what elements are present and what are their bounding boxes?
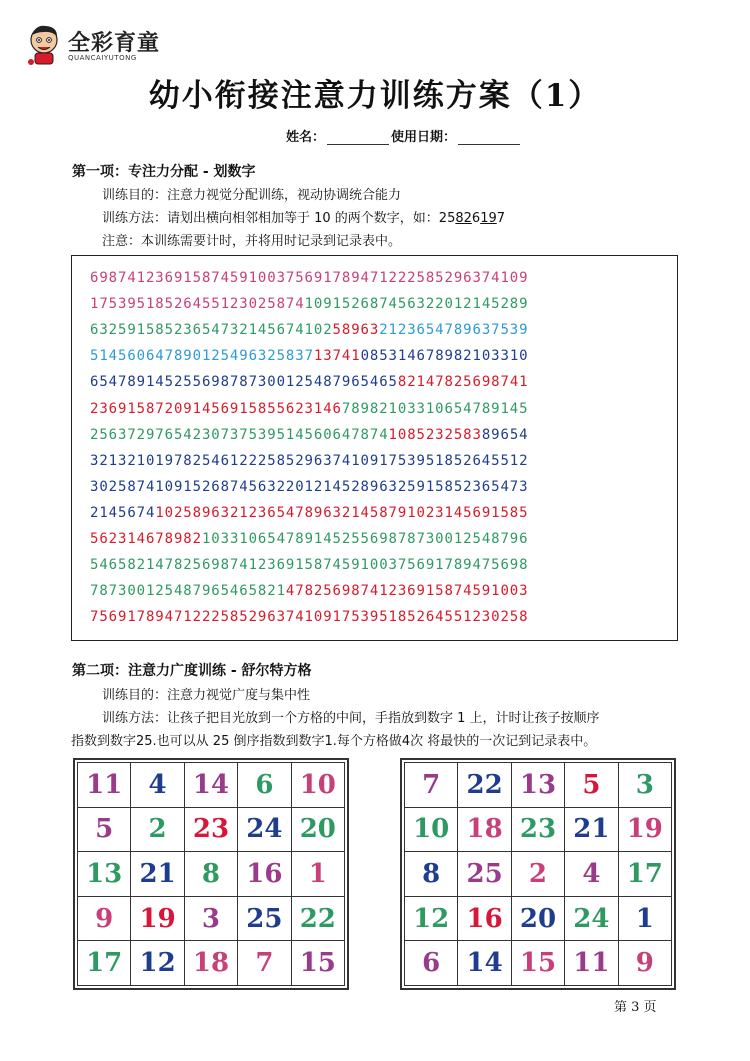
digit-crossing-box	[71, 255, 678, 641]
grid-cell[interactable]: 10	[291, 763, 344, 808]
grid-cell[interactable]: 22	[291, 896, 344, 941]
digit-run[interactable]: 30258741091526874563220121452896325915852365473	[90, 478, 529, 495]
section1-note: 注意：本训练需要计时，并将用时记录到记录表中。	[102, 234, 402, 249]
example-pair-1: 82	[455, 211, 472, 226]
grid-cell[interactable]: 16	[238, 852, 291, 897]
grid-cell[interactable]: 5	[565, 763, 618, 808]
digit-run[interactable]: 0	[519, 348, 529, 365]
grid-cell[interactable]: 17	[78, 941, 131, 986]
digit-row[interactable]	[90, 401, 528, 417]
digit-row[interactable]	[90, 453, 528, 469]
section2-method-line1: 训练方法：让孩子把目光放到一个方格的中间，手指放到数字 1 上，计时让孩子按顺序	[102, 711, 600, 726]
digit-row[interactable]	[90, 296, 528, 312]
grid-cell[interactable]: 18	[458, 807, 511, 852]
digit-run[interactable]: 9152687456322012145289	[323, 296, 529, 313]
section1-method	[102, 207, 505, 226]
grid-cell[interactable]: 3	[184, 896, 237, 941]
example-tail: 7	[496, 211, 506, 226]
digit-row[interactable]	[90, 348, 529, 364]
grid-cell[interactable]: 1	[618, 896, 671, 941]
grid-cell[interactable]: 3	[618, 763, 671, 808]
digit-run[interactable]: 65	[379, 374, 398, 391]
digit-run[interactable]: 08531467898210331	[360, 348, 520, 365]
grid-cell[interactable]: 16	[458, 896, 511, 941]
grid-cell[interactable]: 9	[618, 941, 671, 986]
logo-pinyin: QUANCAIYUTONG	[68, 54, 137, 62]
schulte-grid-right	[400, 758, 676, 990]
kid-mascot-icon	[24, 22, 64, 68]
digit-run[interactable]: 562314678982	[90, 531, 202, 547]
grid-cell[interactable]: 20	[511, 896, 564, 941]
digit-run[interactable]: 6547891452556987873001254879654	[90, 374, 380, 391]
name-label: 姓名：	[286, 130, 326, 145]
digit-run[interactable]: 1025896321236547896321458791023145691585	[155, 504, 529, 521]
digit-run[interactable]: 89654	[481, 426, 529, 443]
grid-row	[78, 807, 345, 852]
grid-row	[78, 763, 345, 808]
digit-row[interactable]	[90, 557, 528, 573]
brand-logo	[20, 22, 170, 72]
schulte-grid-left	[73, 758, 349, 990]
digit-run[interactable]: 10	[304, 296, 324, 313]
digit-run[interactable]: 09	[509, 270, 529, 286]
grid-cell[interactable]: 2	[131, 807, 184, 852]
digit-row[interactable]	[90, 479, 528, 495]
grid-row	[405, 807, 672, 852]
name-blank[interactable]	[327, 130, 389, 145]
grid-cell[interactable]: 14	[184, 763, 237, 808]
section1-purpose: 训练目的：注意力视觉分配训练，视动协调统合能力	[102, 188, 402, 203]
digit-run[interactable]: 2145674	[90, 504, 156, 521]
digit-run[interactable]: 787300125487965465821	[90, 583, 286, 600]
grid-row	[78, 896, 345, 941]
digit-run[interactable]: 58963	[332, 322, 380, 339]
section2-heading: 第二项：注意力广度训练 - 舒尔特方格	[72, 663, 312, 679]
digit-run[interactable]: 78982103310654789145	[341, 400, 529, 417]
grid-cell[interactable]: 5	[78, 807, 131, 852]
logo-wordmark: 全彩育童	[68, 31, 161, 56]
grid-cell[interactable]: 25	[238, 896, 291, 941]
digit-run[interactable]: 698741236915874591003756917894712225852963741	[90, 270, 510, 286]
digit-run[interactable]: 236915872091456915855623146	[90, 400, 342, 417]
digit-row[interactable]	[90, 583, 528, 599]
digit-run[interactable]: 5145606478901254963258	[90, 348, 296, 365]
date-label: 使用日期：	[391, 130, 457, 145]
section2-purpose: 训练目的：注意力视觉广度与集中性	[102, 688, 311, 703]
digit-run[interactable]: 37	[295, 348, 314, 365]
grid-cell[interactable]: 24	[238, 807, 291, 852]
grid-cell[interactable]: 6	[238, 763, 291, 808]
grid-cell[interactable]: 12	[131, 941, 184, 986]
grid-cell[interactable]: 1	[291, 852, 344, 897]
method-prefix: 训练方法：请划出横向相邻相加等于 10 的两个数字，如：25	[102, 211, 456, 226]
grid-cell[interactable]: 13	[78, 852, 131, 897]
grid-cell[interactable]: 17	[618, 852, 671, 897]
grid-cell[interactable]: 19	[618, 807, 671, 852]
section2-method-line2: 指数到数字25.也可以从 25 倒序指数到数字1.每个方格做4次 将最快的一次记到记录表中。	[71, 734, 597, 749]
digit-run[interactable]: 13741	[313, 348, 361, 365]
grid-cell[interactable]: 22	[458, 763, 511, 808]
section1-heading: 第一项：专注力分配 - 划数字	[72, 164, 256, 180]
digit-run[interactable]: 9	[519, 322, 529, 339]
date-blank[interactable]	[458, 130, 520, 145]
grid-row	[405, 896, 672, 941]
grid-cell[interactable]: 18	[184, 941, 237, 986]
grid-cell[interactable]: 25	[458, 852, 511, 897]
grid-cell[interactable]: 12	[405, 896, 458, 941]
grid-cell[interactable]: 13	[511, 763, 564, 808]
grid-cell[interactable]: 6	[405, 941, 458, 986]
digit-row[interactable]	[90, 427, 528, 443]
grid-cell[interactable]: 7	[405, 763, 458, 808]
digit-run[interactable]: 821478256987	[397, 374, 510, 391]
digit-run[interactable]: 25637297654230737539514560647874	[90, 426, 389, 443]
page-title: 幼小衔接注意力训练方案（1）	[148, 78, 602, 114]
digit-run[interactable]: 212365478963753	[379, 322, 520, 339]
digit-run[interactable]: 32132101978254612225852963741091753951852645512	[90, 452, 529, 469]
digit-run[interactable]: 63259158523654732145674102	[90, 322, 333, 339]
digit-row[interactable]	[90, 609, 528, 625]
grid-cell[interactable]: 11	[78, 763, 131, 808]
page-number: 第 3 页	[614, 1000, 657, 1015]
digit-run[interactable]: 17539518526455123025874	[90, 296, 305, 313]
grid-row	[405, 763, 672, 808]
digit-run[interactable]: 75691789471222585296374109175395185264551230258	[90, 609, 529, 626]
grid-cell[interactable]: 9	[78, 896, 131, 941]
grid-row	[405, 941, 672, 986]
name-date-line	[286, 126, 522, 145]
digit-row[interactable]	[90, 374, 529, 390]
grid-cell[interactable]: 2	[511, 852, 564, 897]
grid-row	[78, 852, 345, 897]
digit-run[interactable]: 10331065478914525569878730012548796	[201, 531, 529, 547]
digit-run[interactable]: 41	[509, 374, 529, 391]
grid-cell[interactable]: 15	[511, 941, 564, 986]
grid-cell[interactable]: 7	[238, 941, 291, 986]
grid-cell[interactable]: 8	[405, 852, 458, 897]
grid-cell[interactable]: 10	[405, 807, 458, 852]
grid-row	[78, 941, 345, 986]
grid-cell[interactable]: 23	[184, 807, 237, 852]
grid-cell[interactable]: 8	[184, 852, 237, 897]
grid-cell[interactable]: 19	[131, 896, 184, 941]
grid-cell[interactable]: 4	[131, 763, 184, 808]
digit-run[interactable]: 47825698741236915874591003	[285, 583, 529, 600]
grid-cell[interactable]: 14	[458, 941, 511, 986]
digit-run[interactable]: 1085232583	[388, 426, 482, 443]
digit-row[interactable]	[90, 531, 528, 547]
grid-cell[interactable]: 4	[565, 852, 618, 897]
grid-cell[interactable]: 24	[565, 896, 618, 941]
grid-cell[interactable]: 11	[565, 941, 618, 986]
example-gap: 6	[471, 211, 481, 226]
grid-row	[405, 852, 672, 897]
digit-row[interactable]	[90, 505, 528, 521]
grid-cell[interactable]: 23	[511, 807, 564, 852]
digit-row[interactable]	[90, 322, 528, 338]
digit-row[interactable]	[90, 270, 528, 286]
example-pair-2: 19	[480, 211, 497, 226]
digit-run[interactable]: 54658214782569874123691587459100375691789475698	[90, 557, 529, 574]
grid-cell[interactable]: 15	[291, 941, 344, 986]
grid-cell[interactable]: 21	[565, 807, 618, 852]
grid-cell[interactable]: 21	[131, 852, 184, 897]
grid-cell[interactable]: 20	[291, 807, 344, 852]
